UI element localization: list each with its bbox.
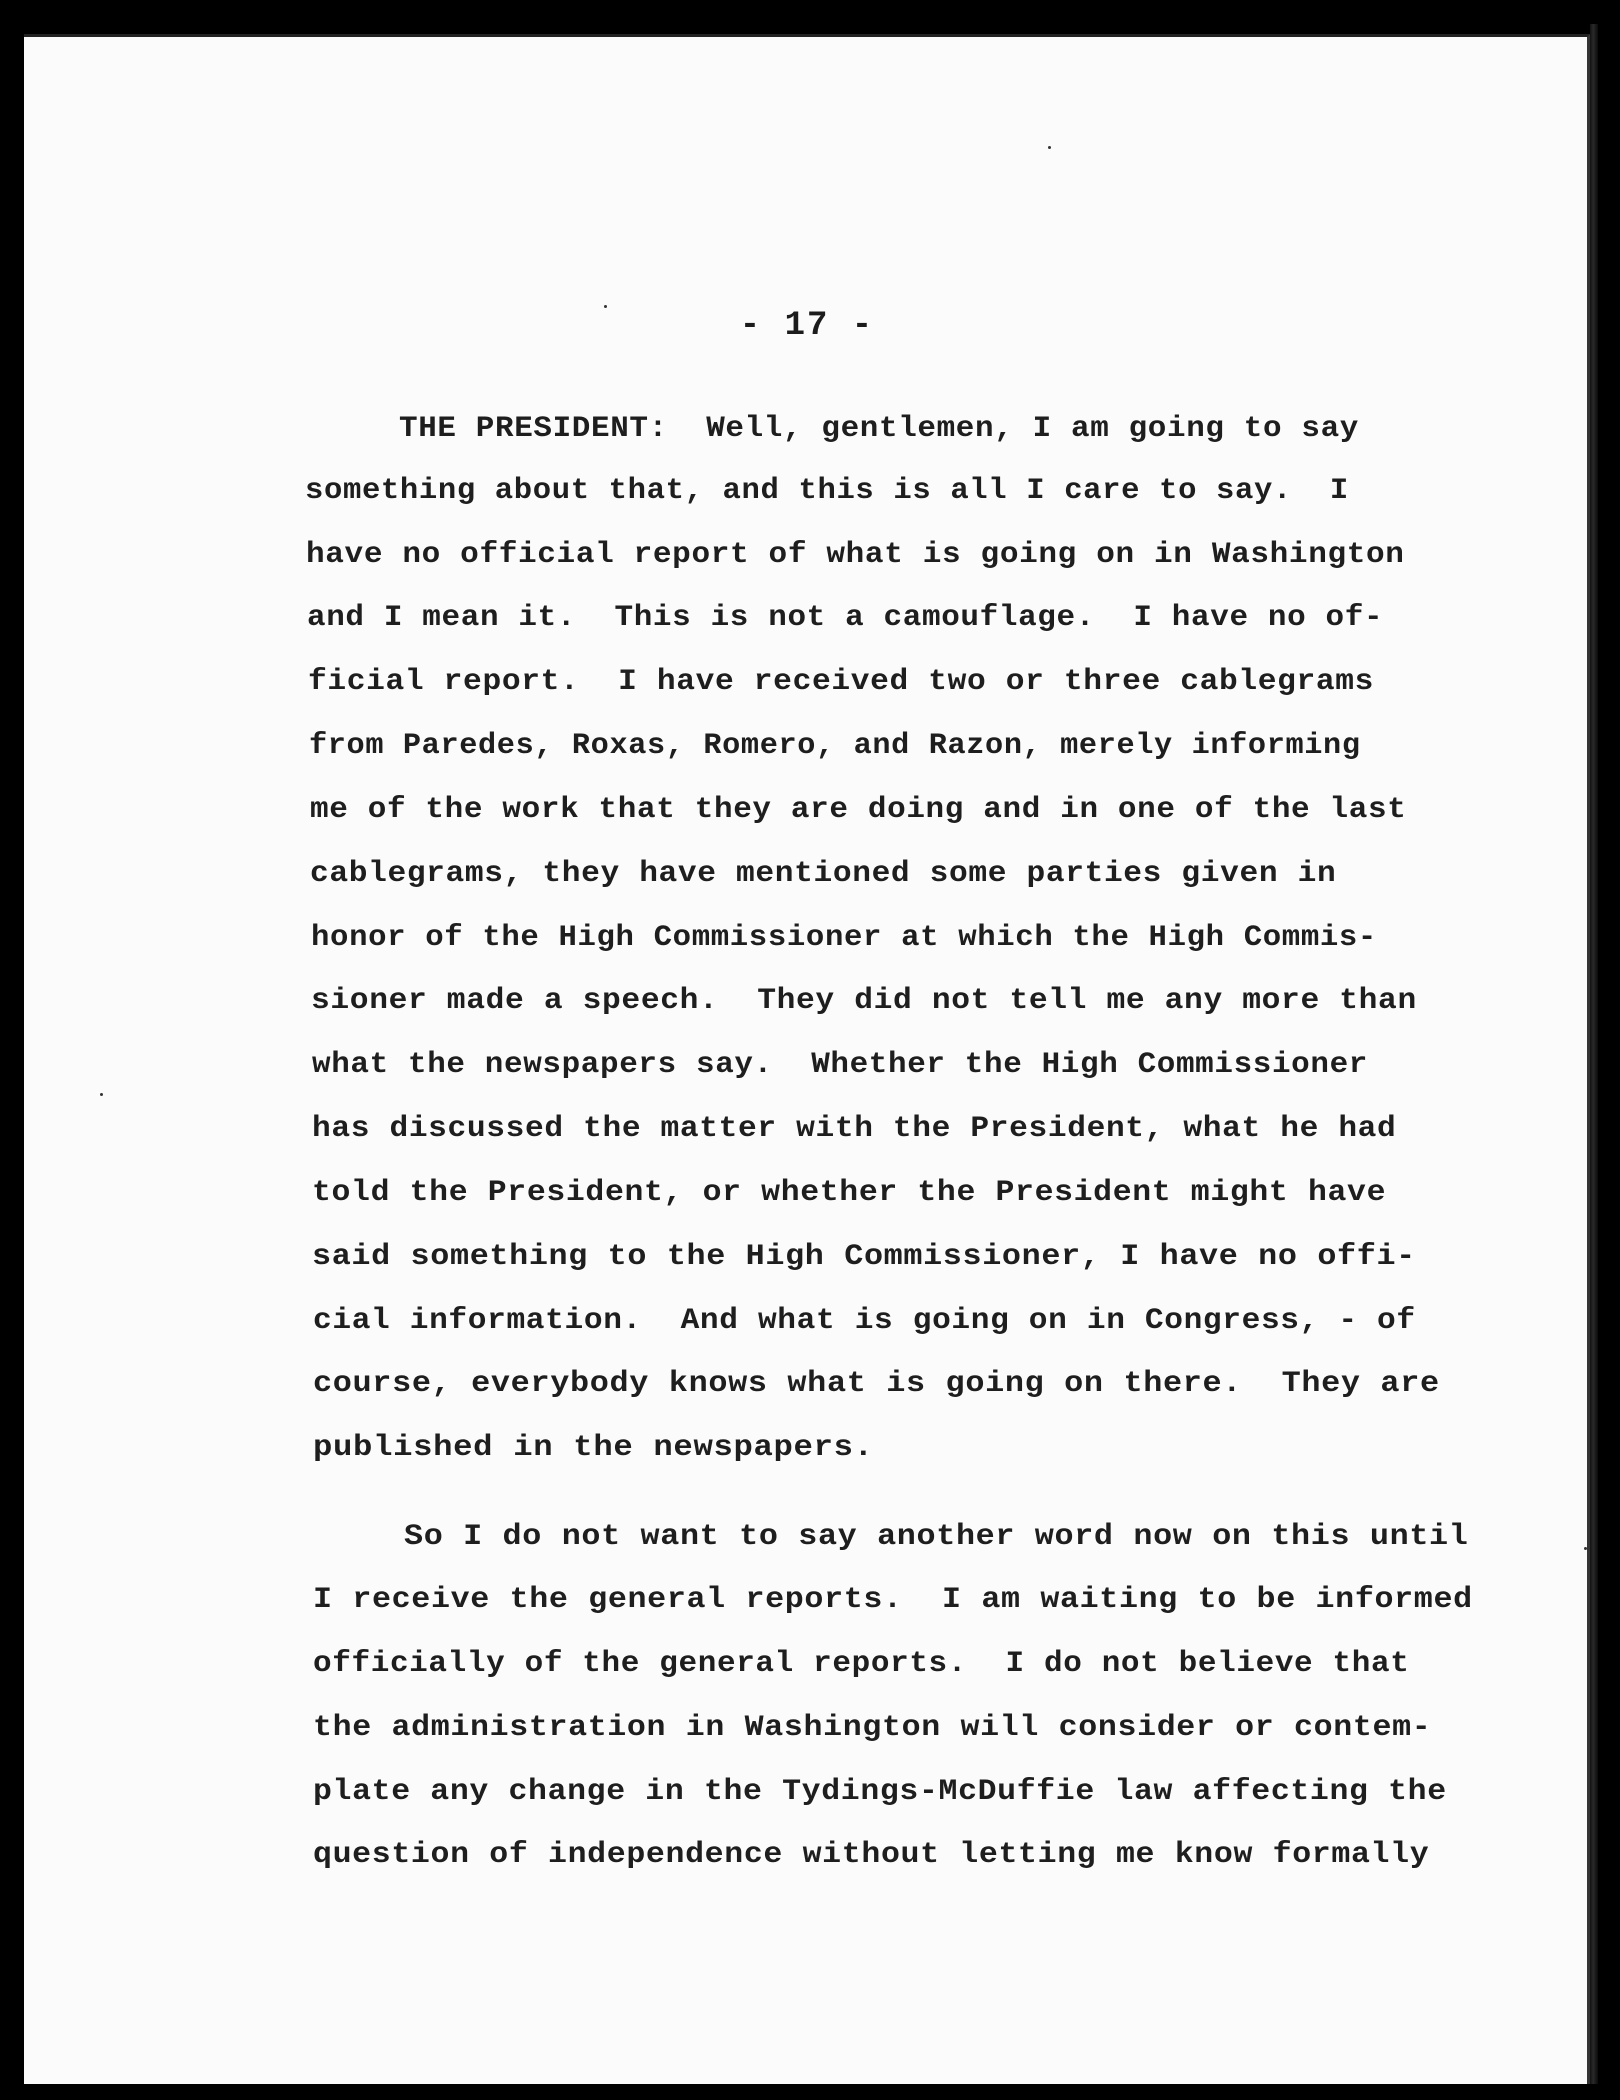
paragraph2-line: question of independence without letting me know formally — [313, 1837, 1430, 1871]
speaker-label: THE PRESIDENT: — [399, 411, 668, 445]
paragraph1-line: what the newspapers say. Whether the High Commissioner — [312, 1047, 1368, 1081]
paragraph1-line: me of the work that they are doing and in one of the last — [310, 792, 1407, 826]
paragraph2-line: I receive the general reports. I am waiting to be informed — [313, 1582, 1473, 1616]
paragraph2-line: So I do not want to say another word now on this until — [404, 1519, 1469, 1553]
document-page — [24, 34, 1590, 2084]
ink-speck — [1048, 146, 1051, 149]
paragraph2-line: plate any change in the Tydings-McDuffie law affecting the — [313, 1774, 1447, 1808]
paragraph1-line: have no official report of what is going on in Washington — [306, 537, 1405, 571]
paragraph1-line-text: Well, gentlemen, I am going to say — [667, 411, 1359, 445]
paragraph1-line: told the President, or whether the President might have — [312, 1175, 1387, 1209]
paragraph1-line: cial information. And what is going on in Congress, - of — [313, 1303, 1416, 1337]
paragraph1-line: has discussed the matter with the President, what he had — [312, 1111, 1397, 1145]
paragraph1-line: and I mean it. This is not a camouflage. I have no of- — [307, 600, 1384, 634]
paragraph1-line: something about that, and this is all I care to say. I — [305, 473, 1349, 507]
page-number: - 17 - — [739, 307, 875, 345]
paragraph1-line: published in the newspapers. — [313, 1430, 874, 1464]
page-edge-shadow — [1590, 24, 1598, 2084]
paragraph1-line: course, everybody knows what is going on there. They are — [313, 1366, 1440, 1400]
ink-speck — [100, 1093, 103, 1096]
paragraph2-line: the administration in Washington will consider or contem- — [313, 1710, 1432, 1744]
paragraph1-line: ficial report. I have received two or three cablegrams — [308, 664, 1375, 698]
paragraph1-line: cablegrams, they have mentioned some parties given in — [310, 856, 1337, 890]
paragraph1-line: from Paredes, Roxas, Romero, and Razon, merely informing — [309, 728, 1361, 762]
paragraph1-line — [399, 411, 1359, 445]
paragraph1-line: sioner made a speech. They did not tell me any more than — [311, 983, 1417, 1017]
paragraph2-line: officially of the general reports. I do not believe that — [313, 1646, 1410, 1680]
paragraph1-line: said something to the High Commissioner, I have no offi- — [312, 1239, 1416, 1273]
ink-speck — [1584, 1547, 1587, 1550]
paragraph1-line: honor of the High Commissioner at which the High Commis- — [311, 920, 1377, 954]
